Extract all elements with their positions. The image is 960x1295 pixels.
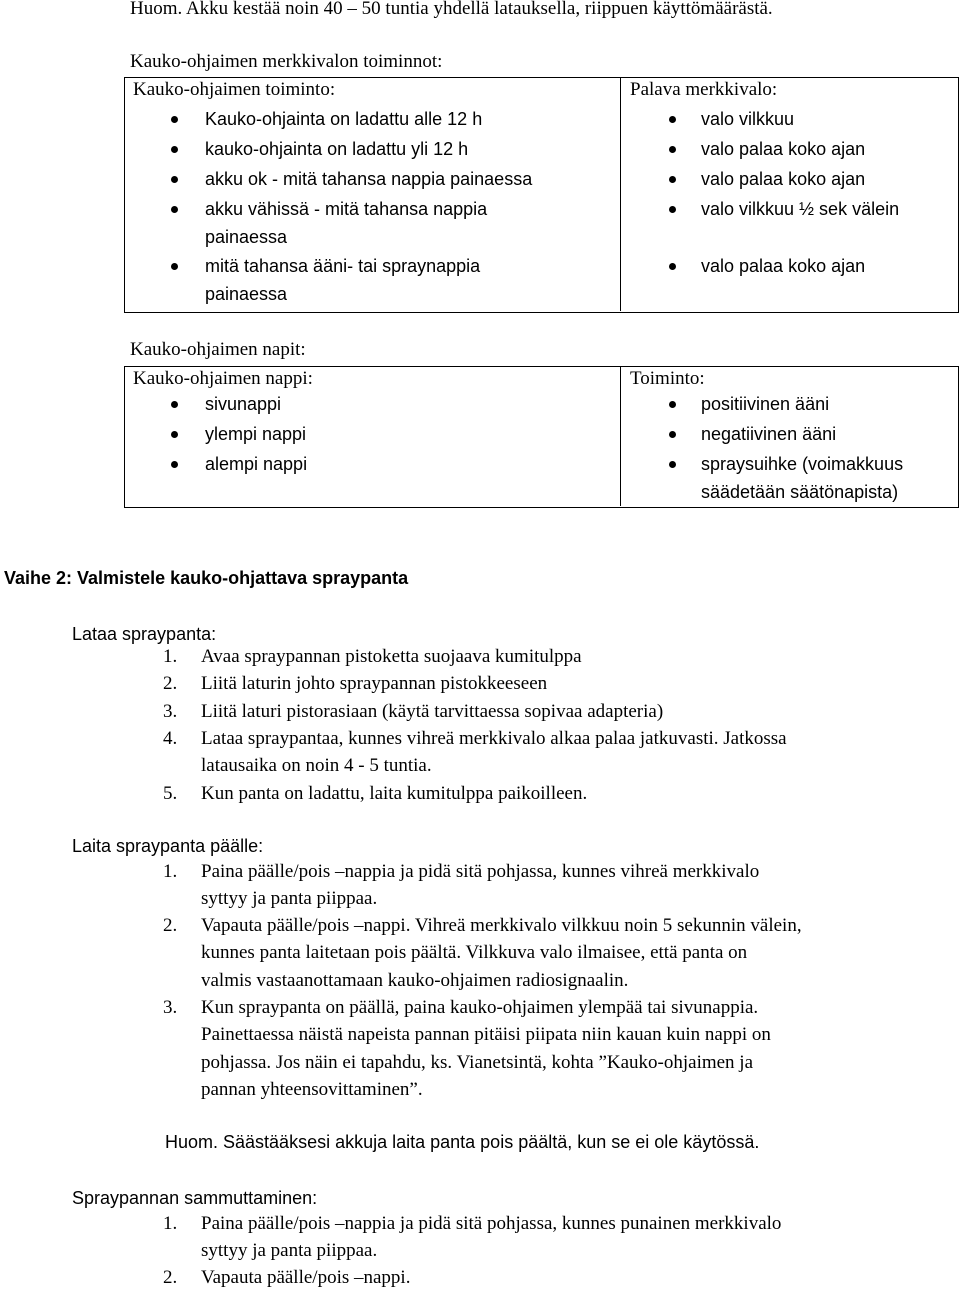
turn-off-step-number: 2.	[163, 1267, 178, 1288]
button-row-cell-left: alempi nappi	[205, 454, 308, 474]
led-row-right-bullet-icon	[669, 116, 676, 123]
led-table-title: Kauko-ohjaimen merkkivalon toiminnot:	[130, 51, 443, 72]
step2-heading: Vaihe 2: Valmistele kauko-ohjattava spraypanta	[4, 568, 409, 588]
turn-on-title: Laita spraypanta päälle:	[72, 836, 264, 856]
turn-on-step-text: pannan yhteensovittaminen”.	[201, 1078, 423, 1100]
buttons-table-col1-header: Kauko-ohjaimen nappi:	[133, 368, 313, 389]
led-row-right-bullet-icon	[669, 263, 676, 270]
button-row-right-bullet-icon	[669, 401, 676, 408]
turn-on-step-text: syttyy ja panta piippaa.	[201, 888, 378, 910]
led-row-cell-right: valo palaa koko ajan	[701, 256, 866, 276]
turn-on-note: Huom. Säästääksesi akkuja laita panta pois päältä, kun se ei ole käytössä.	[165, 1132, 760, 1152]
buttons-table-title: Kauko-ohjaimen napit:	[130, 339, 306, 360]
button-row-left-bullet-icon	[171, 461, 178, 468]
charge-step-text: Avaa spraypannan pistoketta suojaava kumitulppa	[201, 646, 582, 667]
led-row-cell-left: Kauko-ohjainta on ladattu alle 12 h	[205, 109, 483, 129]
led-row-cell-left: mitä tahansa ääni- tai spraynappia	[205, 256, 481, 276]
button-row-left-bullet-icon	[171, 431, 178, 438]
buttons-table-divider	[620, 366, 621, 506]
led-row-left-bullet-icon	[171, 116, 178, 123]
led-row-right-bullet-icon	[669, 206, 676, 213]
button-row-cell-left: sivunappi	[205, 394, 282, 414]
charge-step-text: Liitä laturi pistorasiaan (käytä tarvittaessa sopivaa adapteria)	[201, 701, 664, 722]
led-row-cell-right: valo vilkkuu ½ sek välein	[701, 199, 900, 219]
battery-note: Huom. Akku kestää noin 40 – 50 tuntia yhdellä latauksella, riippuen käyttömäärästä.	[130, 0, 773, 19]
charge-step-text: Kun panta on ladattu, laita kumitulppa paikoilleen.	[201, 783, 588, 804]
charge-step-number: 4.	[163, 728, 178, 749]
turn-on-step-text: pohjassa. Jos näin ei tapahdu, ks. Vianetsintä, kohta ”Kauko-ohjaimen ja	[201, 1051, 754, 1073]
charge-step-text: Lataa spraypantaa, kunnes vihreä merkkivalo alkaa palaa jatkuvasti. Jatkossa	[201, 728, 787, 749]
turn-on-step-number: 3.	[163, 997, 178, 1018]
turn-off-step-text: syttyy ja panta piippaa.	[201, 1240, 378, 1262]
button-row-cell-right: säädetään säätönapista)	[701, 482, 899, 502]
charge-step-number: 5.	[163, 783, 178, 804]
buttons-table-col2-header: Toiminto:	[630, 368, 705, 389]
led-row-left-bullet-icon	[171, 263, 178, 270]
charge-step-text: latausaika on noin 4 - 5 tuntia.	[201, 755, 432, 777]
led-row-right-bullet-icon	[669, 176, 676, 183]
led-row-left-bullet-icon	[171, 176, 178, 183]
led-row-cell-right: valo palaa koko ajan	[701, 139, 866, 159]
turn-on-step-text: Paina päälle/pois –nappia ja pidä sitä pohjassa, kunnes vihreä merkkivalo	[201, 861, 760, 882]
turn-on-step-text: Painettaessa näistä napeista pannan pitäisi piipata niin kauan kuin nappi on	[201, 1024, 771, 1046]
led-table-col1-header: Kauko-ohjaimen toiminto:	[133, 79, 336, 100]
led-row-cell-left: akku vähissä - mitä tahansa nappia	[205, 199, 488, 219]
led-row-cell-left: painaessa	[205, 227, 288, 247]
charge-step-number: 2.	[163, 673, 178, 694]
button-row-right-bullet-icon	[669, 431, 676, 438]
button-row-left-bullet-icon	[171, 401, 178, 408]
turn-on-step-number: 2.	[163, 915, 178, 936]
button-row-cell-right: spraysuihke (voimakkuus	[701, 454, 904, 474]
button-row-cell-right: negatiivinen ääni	[701, 424, 837, 444]
led-table-col2-header: Palava merkkivalo:	[630, 79, 778, 100]
led-row-right-bullet-icon	[669, 146, 676, 153]
turn-on-step-number: 1.	[163, 861, 178, 882]
turn-on-step-text: Kun spraypanta on päällä, paina kauko-ohjaimen ylempää tai sivunappia.	[201, 997, 759, 1018]
led-row-cell-right: valo vilkkuu	[701, 109, 795, 129]
turn-off-title: Spraypannan sammuttaminen:	[72, 1188, 318, 1208]
led-row-cell-left: painaessa	[205, 284, 288, 304]
turn-on-step-text: Vapauta päälle/pois –nappi. Vihreä merkkivalo vilkkuu noin 5 sekunnin välein,	[201, 915, 802, 936]
charge-title: Lataa spraypanta:	[72, 624, 217, 644]
charge-step-text: Liitä laturin johto spraypannan pistokkeeseen	[201, 673, 548, 694]
charge-step-number: 3.	[163, 701, 178, 722]
button-row-cell-left: ylempi nappi	[205, 424, 307, 444]
led-row-cell-left: akku ok - mitä tahansa nappia painaessa	[205, 169, 533, 189]
led-row-left-bullet-icon	[171, 206, 178, 213]
led-row-cell-left: kauko-ohjainta on ladattu yli 12 h	[205, 139, 469, 159]
button-row-right-bullet-icon	[669, 461, 676, 468]
turn-off-step-text: Paina päälle/pois –nappia ja pidä sitä pohjassa, kunnes punainen merkkivalo	[201, 1213, 782, 1234]
button-row-cell-right: positiivinen ääni	[701, 394, 830, 414]
led-row-left-bullet-icon	[171, 146, 178, 153]
turn-on-step-text: valmis vastaanottamaan kauko-ohjaimen radiosignaalin.	[201, 969, 629, 991]
turn-off-step-number: 1.	[163, 1213, 178, 1234]
charge-step-number: 1.	[163, 646, 178, 667]
led-row-cell-right: valo palaa koko ajan	[701, 169, 866, 189]
turn-off-step-text: Vapauta päälle/pois –nappi.	[201, 1267, 411, 1288]
turn-on-step-text: kunnes panta laitetaan pois päältä. Vilkkuva valo ilmaisee, että panta on	[201, 942, 748, 964]
led-table-divider	[620, 77, 621, 311]
